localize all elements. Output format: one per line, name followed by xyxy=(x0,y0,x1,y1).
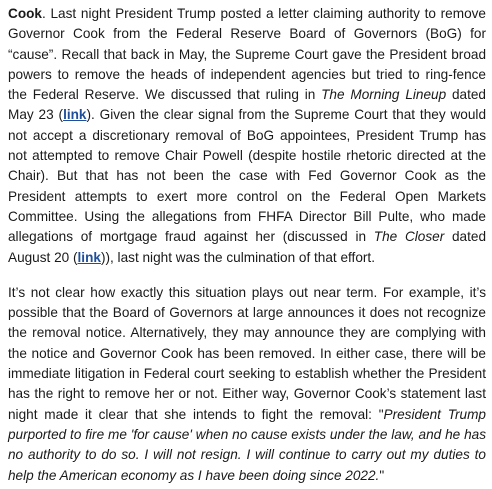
paragraph-text: It’s not clear how exactly this situation plays out near term. For example, it’s possible that the Board of Governors at large announces it does not recognize the removal notice. Alternatively, they may announce they are complying with the notice and Governor Cook has been removed. In either case, there will be immediate litigation in Federal court seeking to establish whether the President has the right to remove her or not. Either way, Governor Cook’s statement last night made it clear that she intends to fight the removal: " xyxy=(8,284,486,422)
paragraph-outlook xyxy=(8,283,486,486)
paragraph-text: " xyxy=(379,467,385,483)
paragraph-text: . Last night President Trump posted a letter claiming authority to remove Governor Cook from the Federal Reserve Board of Governors (BoG) for “cause”. Recall that back in May, the Supreme Court gave the President broad powers to remove the heads of independent agencies but tried to ring-fence the Federal Reserve. We discussed that ruling in xyxy=(8,6,486,103)
cook-statement-quote: President Trump purported to fire me 'for cause' when no cause exists under the law, and he has no authority to do so. I will not resign. I will continue to carry out my duties to help the American economy as I have been doing since 2022. xyxy=(8,406,486,483)
article-body xyxy=(8,4,486,486)
morning-lineup-link[interactable]: link xyxy=(63,107,87,123)
the-closer-link[interactable]: link xyxy=(77,249,101,265)
paragraph-text: dated May 23 ( xyxy=(8,87,486,123)
paragraph-text: ). Given the clear signal from the Supreme Court that they would not accept a discretionary removal of BoG appointees, President Trump has not attempted to remove Chair Powell (despite hostile rhetoric directed at the Chair). But that has not been the case with Fed Governor Cook as the President attempts to exert more control on the Federal Open Markets Committee. Using the allegations from FHFA Director Bill Pulte, who made allegations of mortgage fraud against her (discussed in xyxy=(8,107,487,245)
paragraph-text: )), last night was the culmination of that effort. xyxy=(100,249,375,265)
publication-title: The Closer xyxy=(373,229,445,245)
publication-title: The Morning Lineup xyxy=(321,87,447,103)
lead-term: Cook xyxy=(8,6,42,21)
paragraph-cook-removal xyxy=(8,4,486,268)
paragraph-text: dated August 20 ( xyxy=(8,229,487,265)
